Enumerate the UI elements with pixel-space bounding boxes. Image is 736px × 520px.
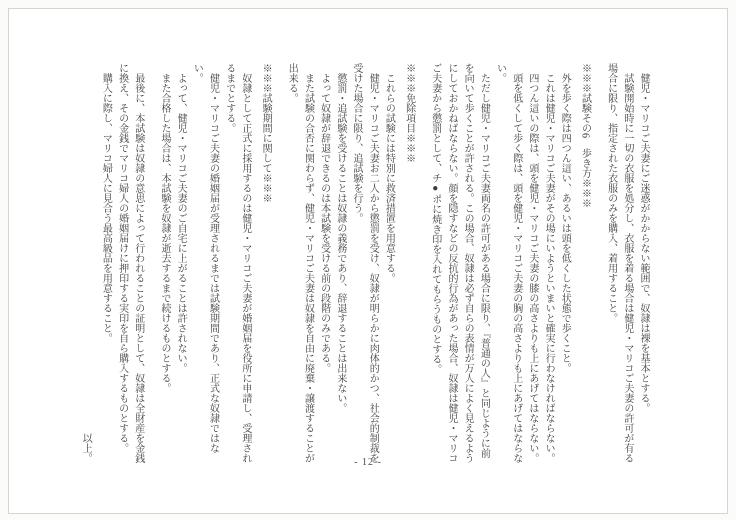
section-heading: ※※※免除項目※※※: [403, 63, 415, 163]
closing-word: 以上。: [80, 433, 92, 463]
paragraph: 健児・マリコご夫妻にご迷惑がかからない範囲で、奴隷は裸を基本とする。: [638, 73, 649, 413]
section-heading: ※※※試験期間に関して※※※: [260, 63, 272, 203]
paragraph: 外を歩く際は四つん這い、あるいは頭を低くした状態で歩くこと。: [559, 73, 571, 373]
document-section: [283, 63, 417, 463]
paragraph: 四つん這いの際は、頭を健児・マリコご夫妻の膝の高さよりも上にあげてはならない。: [526, 73, 538, 463]
document-text: [57, 63, 651, 463]
paragraph: これは健児・マリコご夫妻がその場にいようといまいと確実に行わなければならない。: [543, 73, 555, 463]
paragraph: 購入に際し、マリコ婦人に見合う最高級品を用意すること。: [100, 73, 112, 343]
paragraph: 試験開始時に一切の衣服を処分し、衣服を着る場合は健児・マリコご夫妻の許可が有る場合に限り、指定された衣服のみを購入、着用すること。: [605, 63, 633, 463]
paragraph: よって奴隷が辞退できるのは本試験を受ける前の段階のみである。: [318, 73, 330, 373]
paragraph: また合格した場合は、本試験を奴隷が逝去するまで続けるものとする。: [158, 73, 170, 393]
paragraph: ただし健児・マリコご夫妻両名の許可がある場合に限り、『普通の人』と同じように前を向いて歩くことが許される。この場合、奴隷は必ず自らの表情が万人によく見えるようにしておかねばならない。顔を隠すなどの反抗的行為があった場合、奴隷は健児・マリコご夫妻から懲罰として、チ●ポに焼き印を入れてもらうものとする。: [429, 63, 490, 463]
paragraph: 懲罰・追試験を受けることは奴隷の義務であり、辞退することは出来ない。: [334, 73, 346, 413]
section-heading: ※※※試験その6 歩き方※※※: [579, 63, 591, 208]
paragraph: 頭を低くして歩く際は、頭を健児・マリコご夫妻の胸の高さよりも上にあげてはならない。: [494, 63, 522, 463]
document-page: [8, 8, 728, 514]
paragraph: 健児・マリコご夫妻の婚姻届が受理されるまでは試験期間であり、正式な奴隷ではない。: [191, 63, 219, 453]
document-section: [156, 63, 273, 463]
paragraph: 最後に、本試験は奴隷の意思によって行われることの証明として、奴隷は全財産を金銭に換え、その金銭でマリコ婦人の婚姻届けに押印する実印を自ら購入するものとする。: [116, 63, 144, 463]
document-section: [427, 63, 593, 463]
paragraph: よって、健児・マリコご夫妻のご自宅に上がることは許されない。: [175, 73, 187, 373]
document-section: [97, 63, 146, 463]
page-number: - 12 -: [354, 457, 382, 468]
paragraph: 奴隷として正式に採用するのは健児・マリコご夫妻が婚姻届を役所に申請し、受理されるまでとする。: [223, 63, 251, 463]
paragraph: 健児・マリコご夫妻お二人から懲罰を受け、奴隷が明らかに肉体的かつ、社会的制裁を受けた場合に限り、追試験を行う。: [351, 63, 379, 463]
document-section: [602, 63, 651, 463]
paragraph: また試験の合否に関わらず、健児・マリコご夫妻は奴隷を自由に廃棄・譲渡することが出来る。: [286, 63, 314, 463]
paragraph: これらの試験には特別に救済措置を用意する。: [383, 73, 395, 283]
